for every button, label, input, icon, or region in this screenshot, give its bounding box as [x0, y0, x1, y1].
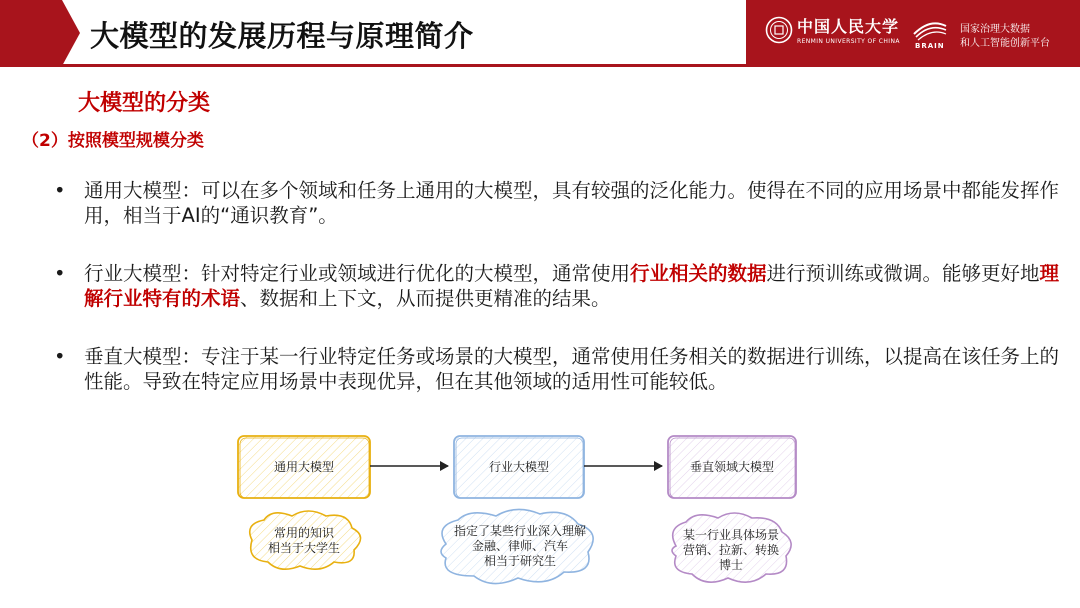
cloud-general-line1: 常用的知识	[273, 526, 334, 540]
bullet-marker: •	[54, 262, 66, 285]
cloud-industry-line2: 金融、律师、汽车	[471, 539, 568, 553]
header-accent-bar	[0, 0, 62, 66]
node-label-vertical: 垂直领域大模型	[689, 460, 774, 474]
cloud-industry-line1: 指定了某些行业深入理解	[453, 524, 586, 538]
cloud-vertical-line2: 营销、拉新、转换	[682, 543, 779, 557]
cloud-vertical-line3: 博士	[718, 558, 743, 572]
org-name-line2: 和人工智能创新平台	[960, 38, 1050, 49]
brain-platform-logo-icon	[910, 16, 950, 44]
node-label-industry: 行业大模型	[488, 460, 549, 474]
brain-logo-text: BRAIN	[915, 42, 945, 50]
header-divider	[0, 64, 1080, 67]
university-english-name: RENMIN UNIVERSITY OF CHINA	[797, 38, 900, 45]
cloud-text-industry	[442, 524, 598, 569]
arrow-general-to-industry	[370, 461, 449, 471]
bullet-industry-model	[50, 261, 1060, 311]
diagram-canvas	[230, 428, 820, 604]
section-title: 大模型的分类	[78, 91, 211, 116]
arrow-industry-to-vertical	[584, 461, 663, 471]
highlight-industry-terms: 理解行业特有的术语	[84, 262, 1060, 310]
bullet-list	[50, 178, 1060, 427]
bullet-marker: •	[54, 179, 66, 202]
sub-title: （2）按照模型规模分类	[22, 131, 204, 151]
bullet-text: 通用大模型：可以在多个领域和任务上通用的大模型，具有较强的泛化能力。使得在不同的应用场景中都能发挥作用，相当于AI的“通识教育”。	[84, 179, 1060, 227]
bullet-vertical-model	[50, 344, 1060, 394]
bullet-text-part3: 、数据和上下文，从而提供更精准的结果。	[240, 287, 611, 310]
cloud-vertical-line1: 某一行业具体场景	[682, 528, 779, 542]
page-title: 大模型的发展历程与原理简介	[90, 19, 474, 53]
bullet-general-model	[50, 178, 1060, 228]
cloud-general-line2: 相当于大学生	[267, 541, 340, 555]
cloud-text-vertical	[670, 528, 792, 573]
node-label-general: 通用大模型	[273, 460, 334, 474]
bullet-marker: •	[54, 345, 66, 368]
bullet-text: 垂直大模型：专注于某一行业特定任务或场景的大模型，通常使用任务相关的数据进行训练，以提高在该任务上的性能。导致在特定应用场景中表现优异，但在其他领域的适用性可能较低。	[84, 345, 1060, 393]
header-bar	[0, 0, 1080, 66]
org-name-line1: 国家治理大数据	[960, 24, 1030, 35]
highlight-industry-data: 行业相关的数据	[630, 262, 767, 285]
university-name: 中国人民大学	[797, 17, 900, 36]
cloud-text-general	[246, 526, 362, 556]
model-classification-diagram	[230, 428, 820, 604]
university-seal-icon	[765, 16, 793, 44]
header-arrow-decoration	[62, 0, 80, 66]
bullet-text-part2: 进行预训练或微调。能够更好地	[766, 262, 1040, 285]
cloud-industry-line3: 相当于研究生	[483, 554, 556, 568]
bullet-text-part1: 行业大模型：针对特定行业或领域进行优化的大模型，通常使用	[84, 262, 631, 285]
